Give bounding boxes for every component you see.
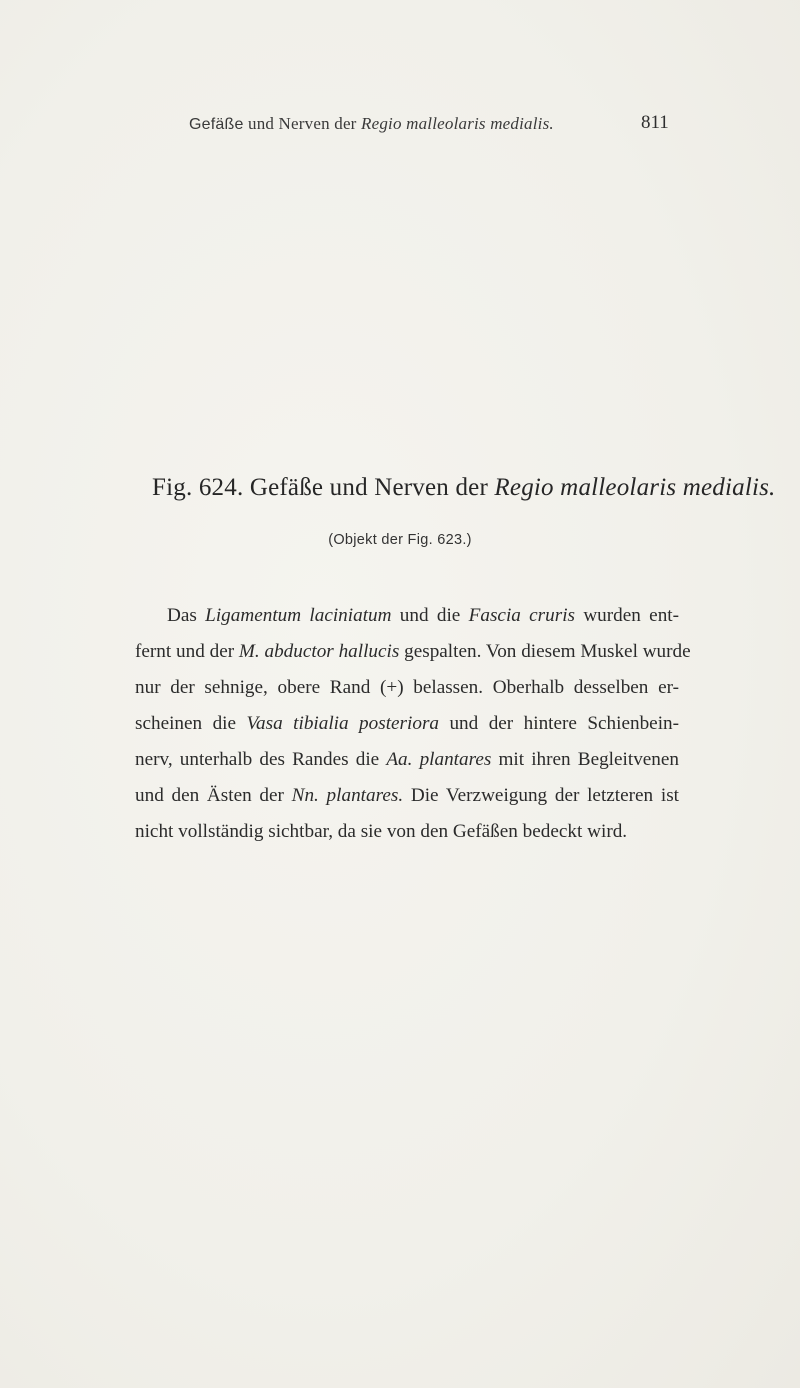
text-line: scheinen die Vasa tibialia posteriora und der hintere Schienbein- (135, 713, 680, 734)
body-paragraph (135, 598, 691, 850)
figure-number: Fig. 624. (152, 474, 244, 501)
text-line: nur der sehnige, obere Rand (+) belassen. Oberhalb desselben er- (135, 677, 679, 698)
text-line: Das Ligamentum laciniatum und die Fascia cruris wurden ent- (167, 605, 680, 626)
figure-caption: Fig. 624. Gefäße und Nerven der Regio malleolaris medialis. (152, 474, 776, 501)
running-head (0, 114, 800, 144)
text-line: fernt und der M. abductor hallucis gespalten. Von diesem Muskel wurde (135, 641, 691, 662)
text-line: und den Ästen der Nn. plantares. Die Verzweigung der letzteren ist (135, 785, 679, 806)
text-line: nerv, unterhalb des Randes die Aa. plantares mit ihren Begleitvenen (135, 749, 680, 770)
page-number: 811 (641, 112, 669, 133)
figure-subcaption: (Objekt der Fig. 623.) (328, 532, 472, 548)
text-line: nicht vollständig sichtbar, da sie von den Gefäßen bedeckt wird. (135, 821, 628, 842)
running-head-title: Gefäße und Nerven der Regio malleolaris medialis. (189, 114, 554, 133)
